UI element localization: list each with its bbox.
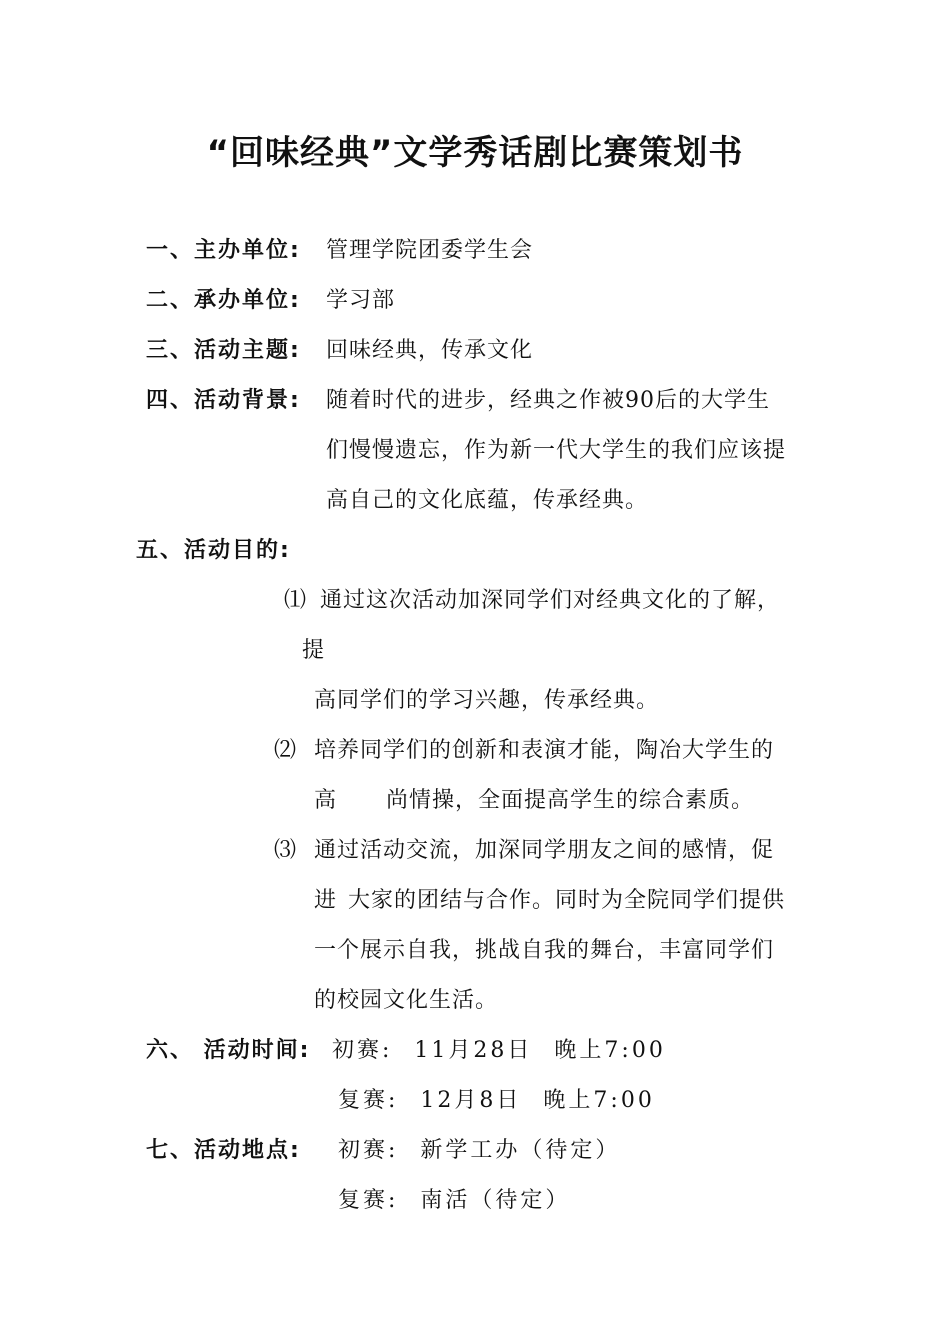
- purpose-item-line: 高同学们的学习兴趣，传承经典。: [314, 688, 660, 713]
- background-line: 们慢慢遗忘，作为新一代大学生的我们应该提: [326, 438, 787, 463]
- venue-prelim-name: 初赛:: [338, 1138, 399, 1163]
- venue-final: [338, 1186, 570, 1216]
- venue-label: 七、活动地点:: [146, 1138, 301, 1163]
- theme-label: 三、活动主题:: [146, 338, 301, 363]
- background-line: 高自己的文化底蕴，传承经典。: [326, 488, 649, 513]
- time-final: [338, 1086, 655, 1116]
- purpose-item-line: 大家的团结与合作。同时为全院同学们提供: [348, 888, 786, 913]
- purpose-label: 五、活动目的:: [136, 538, 291, 563]
- purpose-item-line: 培养同学们的创新和表演才能，陶冶大学生的: [314, 738, 775, 763]
- venue-final-place: 南活（待定）: [420, 1188, 571, 1213]
- purpose-item-line: 通过活动交流，加深同学朋友之间的感情，促: [314, 838, 775, 863]
- purpose-item-number: ⑴: [284, 588, 308, 613]
- purpose-item-line: 尚情操，全面提高学生的综合素质。: [386, 788, 755, 813]
- time-prelim-name: 初赛:: [332, 1038, 393, 1063]
- purpose-item-line: 一个展示自我，挑战自我的舞台，丰富同学们: [314, 938, 775, 963]
- time-final-date: 12月8日: [420, 1088, 522, 1113]
- venue-final-name: 复赛:: [338, 1188, 399, 1213]
- background-line: 随着时代的进步，经典之作被90后的大学生: [326, 388, 770, 413]
- time-final-time: 晚上7:00: [543, 1088, 655, 1113]
- purpose-item-number: ⑶: [274, 838, 298, 863]
- purpose-item-number: ⑵: [274, 738, 298, 763]
- purpose-item-line: 的校园文化生活。: [314, 988, 499, 1013]
- organizer-label: 一、主办单位:: [146, 238, 301, 263]
- document-title: “回味经典”文学秀话剧比赛策划书: [206, 133, 744, 173]
- time-prelim-date: 11月28日: [414, 1038, 533, 1063]
- time-prelim-time: 晚上7:00: [554, 1038, 666, 1063]
- venue-prelim-place: 新学工办（待定）: [420, 1138, 621, 1163]
- purpose-item-line: 进: [314, 888, 338, 913]
- time-final-name: 复赛:: [338, 1088, 399, 1113]
- undertaker-value: 学习部: [326, 288, 396, 313]
- time-label: 六、 活动时间:: [146, 1038, 311, 1063]
- background-label: 四、活动背景:: [146, 388, 301, 413]
- venue-prelim: [338, 1136, 620, 1166]
- purpose-item-line: 提: [302, 638, 326, 663]
- purpose-item-line: 通过这次活动加深同学们对经典文化的了解，: [320, 588, 781, 613]
- undertaker-label: 二、承办单位:: [146, 288, 301, 313]
- theme-value: 回味经典，传承文化: [326, 338, 534, 363]
- organizer-value: 管理学院团委学生会: [326, 238, 534, 263]
- time-prelim: [332, 1036, 666, 1066]
- purpose-item-line: 高: [314, 788, 338, 813]
